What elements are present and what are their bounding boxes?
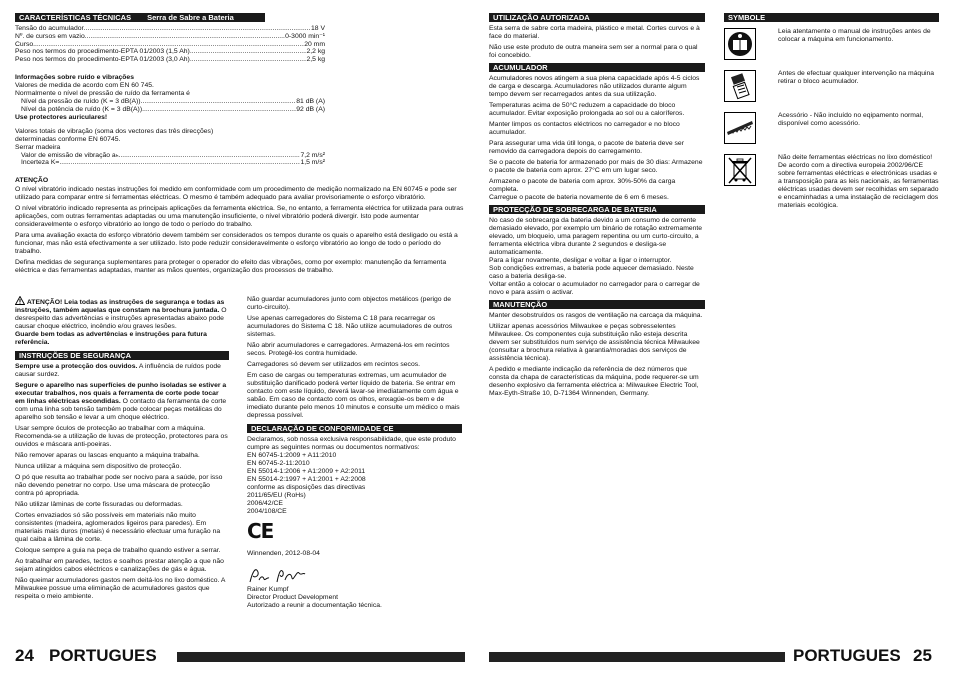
accumulator-header: ACUMULADOR [489, 63, 705, 72]
ce-norm: 2011/65/EU (RoHs) [247, 492, 306, 499]
ce-norm: 2006/42/CE [247, 500, 283, 507]
specs-header: CARACTERÍSTICAS TÉCNICAS Serra de Sabre a Bateria [15, 13, 265, 22]
signer-title: Director Product Development [247, 594, 339, 601]
safety-section [15, 363, 229, 601]
spec-row: Peso nos termos do procedimento-EPTA 01/2003 (3,0 Ah) ..... 2,5 kg [15, 56, 325, 64]
battery-paragraph: Não guardar acumuladores junto com objectos metálicos (perigo de curto-circuito). [247, 296, 452, 311]
noise-section [15, 74, 465, 98]
symbol-description: Antes de efectuar qualquer intervenção na máquina retirar o bloco acumulador. [778, 70, 935, 85]
weee-bin-icon [724, 154, 756, 186]
use-section [489, 25, 705, 60]
overload-paragraph: Sob condições extremas, a bateria pode aquecer demasiado. Neste caso a bateria desliga-se. [489, 265, 694, 280]
safety-paragraph: O pó que resulta ao trabalhar pode ser nocivo para a saúde, por isso não devendo penetrar no corpo. Use uma máscara de protecção contra pó apropriada. [15, 474, 223, 497]
attention-paragraph: Para uma avaliação exacta do esforço vibratório devem também ser considerados os tempos durante os quais o aparelho está desligado ou está a funcionar, mas não está efectivamente a ser utilizado. Isto pode reduzir consideravelmente o esforço vibratório ao longo de todo o período do trabalho. [15, 232, 458, 256]
overload-paragraph: No caso de sobrecarga da bateria devido a um consumo de corrente demasiado elevado, por exemplo um binário de rotação extremamente elevado, um bloqueio, uma paragem repentina ou um curto-circuito, a ferramenta eléctrica vibra durante 2 segundos e desliga-se automaticamente. [489, 217, 703, 256]
specs-section [15, 11, 465, 278]
accumulator-paragraph: Acumuladores novos atingem a sua plena capacidade após 4-5 ciclos de carga e descarga. Acumuladores não utilizados durante algum tempo devem ser recarregados antes da sua utilização. [489, 75, 700, 98]
safety-text: A influência de ruídos pode causar surdez. [15, 363, 221, 378]
signer-name: Rainer Kumpf [247, 586, 289, 593]
symbols-header: SYMBOLE [724, 13, 939, 22]
accumulator-paragraph: Armazene o pacote de bateria com aprox. 30%-50% da carga completa. [489, 178, 676, 193]
attention-paragraph: Defina medidas de segurança suplementares para proteger o operador do efeito das vibrações, como por exemplo: manutenção da ferramenta eléctrica e das ferramentas adaptadas, manter as mãos quentes, organização dos processos de trabalho. [15, 259, 447, 275]
language-label: PORTUGUES [49, 646, 157, 665]
language-label: PORTUGUES [793, 646, 901, 665]
noise-table [15, 98, 325, 114]
maintenance-header: MANUTENÇÃO [489, 300, 705, 309]
accumulator-paragraph: Se o pacote de bateria for armazenado por mais de 30 dias: Armazene o pacote de bateria com aprox. 27°C em um lugar seco. [489, 159, 703, 174]
maintenance-section [489, 312, 705, 398]
symbol-row [724, 154, 939, 210]
warning-bold: Guarde bem todas as advertências e instruções para futura referência. [15, 331, 207, 346]
safety-bold: Segure o aparelho nas superfícies de punho isoladas se estiver a executar trabalhos, nos quais a ferramenta de corte pode tocar em linhas eléctricas escondidas. [15, 382, 227, 405]
accessory-icon [724, 112, 756, 144]
safety-paragraph: Ao trabalhar em paredes, tectos e soalhos prestar atenção a que não sejam atingidos cabos eléctricos e canalizações de gás e água. [15, 558, 224, 573]
spec-row: Nº. de cursos em vazio ..... 0-3000 min⁻¹ [15, 33, 325, 41]
place-date: Winnenden, 2012-08-04 [247, 550, 320, 557]
attention-section [15, 177, 465, 275]
spec-row: Nível da potência de ruído (K = 3 dB(A)) ..... 92 dB (A) [21, 106, 325, 114]
right-left-column [489, 11, 705, 401]
accumulator-section [489, 75, 705, 202]
ce-norm: conforme as disposições das directivas [247, 484, 366, 491]
overload-paragraph: Voltar então a colocar o acumulador no carregador para o carregar de novo e para assim o activar. [489, 281, 700, 296]
use-paragraph: Esta serra de sabre corta madeira, plástico e metal. Cortes curvos e à face do material. [489, 25, 700, 40]
overload-header: PROTECÇÃO DE SOBRECARGA DE BATERIA [489, 205, 705, 214]
page-number: 24 [15, 646, 34, 665]
safety-paragraph: Nunca utilizar a máquina sem dispositivo de protecção. [15, 463, 182, 470]
remove-battery-icon [724, 70, 756, 102]
vib-text: determinadas conforme EN 60745. [15, 135, 121, 143]
ce-norm: 2004/108/CE [247, 508, 287, 515]
ce-header: DECLARAÇÃO DE CONFORMIDADE CE [247, 424, 462, 433]
safety-paragraph: Não utilizar lâminas de corte fissuradas ou deformadas. [15, 501, 183, 508]
warning-bold: ATENÇÃO! Leia todas as instruções de segurança e todas as instruções, também aquelas que constam na brochura juntada. [15, 299, 225, 314]
page-number: 25 [913, 646, 932, 665]
ce-norm: EN 55014-1:2006 + A1:2009 + A2:2011 [247, 468, 366, 475]
battery-safety [247, 296, 462, 420]
warning-text: O desrespeito das advertências e instruções apresentadas abaixo pode causar choque eléctrico, incêndio e/ou graves lesões. [15, 307, 227, 330]
maintenance-paragraph: A pedido e mediante indicação da referência de dez números que consta da chapa de características da máquina, pode requerer-se um desenho explosivo da ferramenta eléctrica a: Milwaukee Electric Tool, Max-Eyth-Straße 10, D-71364 Winnenden, Germany. [489, 366, 699, 397]
symbol-description: Leia atentamente o manual de instruções antes de colocar a máquina em funcionamento. [778, 28, 931, 43]
battery-paragraph: Não abrir acumuladores e carregadores. Armazená-los em recintos secos. Protegê-los contra humidade. [247, 342, 450, 357]
spec-row: Incerteza K= ..... 1,5 m/s² [21, 159, 325, 167]
use-header: UTILIZAÇÃO AUTORIZADA [489, 13, 705, 22]
page-footer-left [15, 645, 465, 667]
attention-paragraph: O nível vibratório indicado representa as principais aplicações da ferramenta eléctrica. Se, no entanto, a ferramenta eléctrica for utilizada para outras aplicações, com outras ferramentas adaptadas ou uma manutenção insuficiente, o nível vibratório poderá divergir. Isto pode aumentar consideravelmente o esforço vibratório ao longo de todo o período do trabalho. [15, 205, 464, 229]
spec-row: Nível da pressão de ruído (K = 3 dB(A)) ..... 81 dB (A) [21, 98, 325, 106]
ce-text: Declaramos, sob nossa exclusiva responsabilidade, que este produto cumpre as seguintes normas ou documentos normativos: [247, 436, 456, 451]
battery-paragraph: Use apenas carregadores do Sistema C 18 para recarregar os acumuladores do Sistema C 18. Não utilize acumuladores de outros sistemas. [247, 315, 453, 338]
safety-paragraph: Cortes envaziados só são possíveis em materiais não muito consistentes (madeira, aglomerados ligeiros para paredes). Em materiais mais duros (metais) é necessário efectuar uma furação na qual caiba a lâmina de corte. [15, 512, 221, 543]
spec-row: Peso nos termos do procedimento-EPTA 01/2003 (1,5 Ah) ..... 2,2 kg [15, 48, 325, 56]
footer-bar [177, 652, 465, 662]
safety-text: O contacto da ferramenta de corte com uma linha sob tensão também pode colocar peças metálicas do aparelho sob tensão e levar a um choque eléctrico. [15, 398, 227, 421]
symbol-row [724, 112, 939, 144]
vib-text: Serrar madeira [15, 143, 61, 151]
warning-triangle-icon [15, 296, 25, 305]
accumulator-paragraph: Carregue o pacote de bateria novamente de 6 em 6 meses. [489, 194, 669, 201]
warning-block [15, 296, 229, 347]
attention-paragraph: O nível vibratório indicado nestas instruções foi medido em conformidade com um procedimento de medição normalizado na EN 60745 e pode ser utilizado para comparar entre si ferramentas eléctricas. O mesmo é também adequado para avaliar provisoriamente o esforço vibratório. [15, 186, 457, 202]
ce-norm: EN 60745-1:2009 + A11:2010 [247, 452, 337, 459]
spec-row: Curso ..... 20 mm [15, 41, 325, 49]
use-paragraph: Não use este produto de outra maneira sem ser a normal para o qual foi concebido. [489, 44, 698, 59]
symbols-column [724, 11, 939, 220]
noise-title: Informações sobre ruído e vibrações [15, 73, 134, 81]
maintenance-paragraph: Manter desobstruídos os rasgos de ventilação na carcaça da máquina. [489, 312, 703, 319]
battery-paragraph: Em caso de cargas ou temperaturas extremas, um acumulador de substituição danificado poderá verter líquido de bateria. Se entrar em contacto com este líquido, deverá lavar-se imediatamente com água e sabão. Em caso de contacto com os olhos, enxagúe-os bem e de imediato durante pelo menos 10 minutos e consulte um médico o mais depressa possível. [247, 372, 460, 419]
safety-paragraph: Usar sempre óculos de protecção ao trabalhar com a máquina. Recomenda-se a utilização de luvas de protecção, protectores para os ouvidos e máscara anti-poeiras. [15, 425, 228, 448]
middle-column [247, 296, 462, 610]
vib-text: Valores totais de vibração (soma dos vectores das três direcções) [15, 127, 214, 135]
symbol-description: Acessório - Não incluído no eqipamento normal, disponível como acessório. [778, 112, 924, 127]
symbol-row [724, 70, 939, 102]
page-25 [477, 0, 954, 677]
safety-header: INSTRUÇÕES DE SEGURANÇA [15, 351, 229, 360]
symbol-row [724, 28, 939, 60]
accumulator-paragraph: Manter limpos os contactos eléctricos no carregador e no bloco acumulador. [489, 121, 680, 136]
safety-paragraph: Não remover aparas ou lascas enquanto a máquina trabalha. [15, 452, 200, 459]
ce-norm: EN 60745-2-11:2010 [247, 460, 310, 467]
page-footer-right [489, 645, 939, 667]
overload-section [489, 217, 705, 297]
left-column [15, 296, 229, 604]
read-manual-icon [724, 28, 756, 60]
ce-section [247, 436, 462, 610]
symbol-description: Não deite ferramentas eléctricas no lixo doméstico! De acordo com a directiva europeia 2002/96/CE sobre ferramentas eléctricas e electrónicas usadas e a transposição para as leis nacionais, as ferramentas eléctricas usadas devem ser recolhidas em separado e encaminhadas a uma instalação de reciclagem dos materiais ecológica. [778, 154, 939, 209]
spec-row: Valor de emissão de vibração aₕ ..... 7,2 m/s² [21, 152, 325, 160]
overload-paragraph: Para a ligar novamente, desligar e voltar a ligar o interruptor. [489, 257, 672, 264]
accumulator-paragraph: Temperaturas acima de 50°C reduzem a capacidade do bloco acumulador. Evitar exposição prolongada ao sol ou a caloríferos. [489, 102, 685, 117]
attention-title: ATENÇÃO [15, 177, 49, 185]
safety-paragraph: Não queimar acumuladores gastos nem deitá-los no lixo doméstico. A Milwaukee possue uma eliminação de acumuladores gastos que respeita o meio ambiente. [15, 577, 226, 600]
noise-text: Normalmente o nível de pressão de ruído da ferramenta é [15, 89, 190, 97]
safety-bold: Sempre use a protecção dos ouvidos. [15, 363, 138, 370]
vibration-table [15, 152, 325, 168]
noise-text: Valores de medida de acordo com EN 60 745. [15, 81, 154, 89]
maintenance-paragraph: Utilizar apenas acessórios Milwaukee e peças sobresselentes Milwaukee. Os componentes cuja substituição não esteja descrita devem ser substituídos num serviço de assistência técnica Milwaukee (consultar a brochura relativa à garantia/moradas dos serviços de assistência técnica). [489, 323, 700, 362]
battery-paragraph: Carregadores só devem ser utilizados em recintos secos. [247, 361, 421, 368]
vibration-section [15, 128, 465, 152]
ear-protectors-note: Use protectores auriculares! [15, 113, 108, 121]
signature-graphic [247, 564, 317, 586]
signature-icon [247, 564, 462, 586]
ce-mark-icon: CE [247, 519, 274, 543]
signer-authorization: Autorizado a reunir a documentação técnica. [247, 602, 382, 609]
specs-table [15, 25, 325, 64]
safety-paragraph: Coloque sempre a guia na peça de trabalho quando estiver a serrar. [15, 547, 221, 554]
spec-row: Tensão do acumulador ..... 18 V [15, 25, 325, 33]
footer-bar [489, 652, 785, 662]
accumulator-paragraph: Para assegurar uma vida útil longa, o pacote de bateria deve ser removido da carregadora depois do carregamento. [489, 140, 684, 155]
ce-norm: EN 55014-2:1997 + A1:2001 + A2:2008 [247, 476, 366, 483]
